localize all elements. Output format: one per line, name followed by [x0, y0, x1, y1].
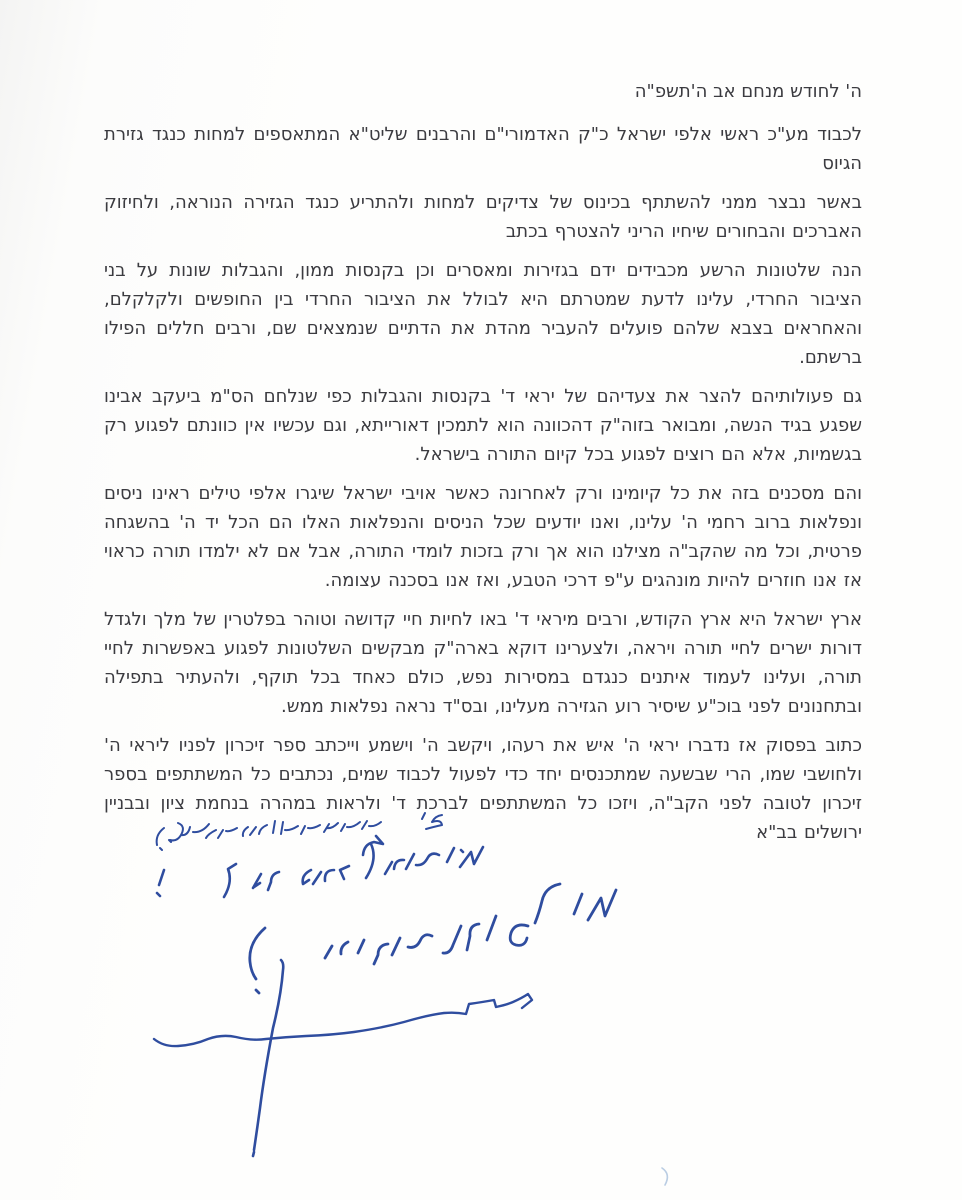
paragraph-4: והם מסכנים בזה את כל קיומינו ורק לאחרונה כאשר אויבי ישראל שיגרו אלפי טילים ראינו ניסים ונפלאות ברוב רחמי ה' עלינו, ואנו יודעים שכל הניסים והנפלאות האלו הם הכל יד ה' בהשגחה פרטית, וכל מה שהקב"ה מצילנו הוא אך ורק בזכות לומדי התורה, אבל אם לא ילמדו תורה כראוי אז אנו חוזרים להיות מונהגים ע"פ דרכי הטבע, ואז אנו בסכנה עצומה.: [104, 483, 862, 591]
paragraph-closing: כתוב בפסוק אז נדברו יראי ה' איש את רעהו, ויקשב ה' וישמע וייכתב ספר זיכרון לפניו ליראי ה' ולחושבי שמו, הרי שבשעה שמתכנסים יחד כדי לפעול לכבוד שמים, נכתבים כל המשתתפים בספר זיכרון לטובה לפני הקב"ה, ויזכו כל המשתתפים לברכת ד' ולראות במהרה בנחמת ציון ובבניין ירושלים בב"א: [104, 735, 862, 843]
signature-stroke-line2: [157, 836, 483, 897]
handwritten-signature: [124, 798, 708, 1200]
signature-stroke-line1: [157, 813, 442, 850]
letter-body: [104, 78, 862, 857]
date-line: ה' לחודש מנחם אב ה'תשפ"ה: [634, 81, 862, 102]
signature-stroke-line3: [250, 884, 616, 993]
signature-stroke-flourish: [154, 994, 532, 1046]
paragraph-1: באשר נבצר ממני להשתתף בכינוס של צדיקים למחות ולהתריע כנגד הגזירה הנוראה, ולחיזוק האברכים והבחורים שיחיו הריני להצטרף בכתב: [104, 192, 862, 242]
paragraph-addressee: לכבוד מע"כ ראשי אלפי ישראל כ"ק האדמורי"ם והרבנים שליט"א המתאספים למחות כנגד גזירת הגיוס: [104, 124, 862, 174]
paragraph-2: הנה שלטונות הרשע מכבידים ידם בגזירות ומאסרים וכן בקנסות ממון, והגבלות שונות על בני הציבור החרדי, עלינו לדעת שמטרתם היא לבולל את הציבור החרדי בין החופשים ולקלקלם, והאחראים בצבא שלהם פועלים להעביר מהדת את הדתיים שנמצאים שם, ורבים חללים הפילו ברשתם.: [104, 260, 862, 368]
paragraph-3: גם פעולותיהם להצר את צעדיהם של יראי ד' בקנסות והגבלות כפי שנלחם הס"מ ביעקב אבינו שפגע בגיד הנשה, ומבואר בזוה"ק דהכוונה הוא לתמכין דאורייתא, וגם עכשיו אין כוונתם לפגוע רק בגשמיות, אלא הם רוצים לפגוע בכל קיום התורה בישראל.: [104, 386, 862, 465]
paragraph-5: ארץ ישראל היא ארץ הקודש, ורבים מיראי ד' באו לחיות חיי קדושה וטוהר בפלטרין של מלך ולגדל דורות ישרים לחיי תורה ויראה, ולצערינו דוקא בארה"ק מבקשים השלטונות לפגוע באפשרות לחיי תורה, ועלינו לעמוד איתנים כנגדם במסירות נפש, כולם כאחד בכל תוקף, ולהעתיר בתפילה ובתחנונים לפני בוכ"ע שיסיר רוע הגזירה מעלינו, ובס"ד נראה נפלאות ממש.: [104, 609, 862, 717]
signature-stroke-cross: [253, 960, 283, 1156]
signature-stray-mark: [662, 1168, 667, 1185]
